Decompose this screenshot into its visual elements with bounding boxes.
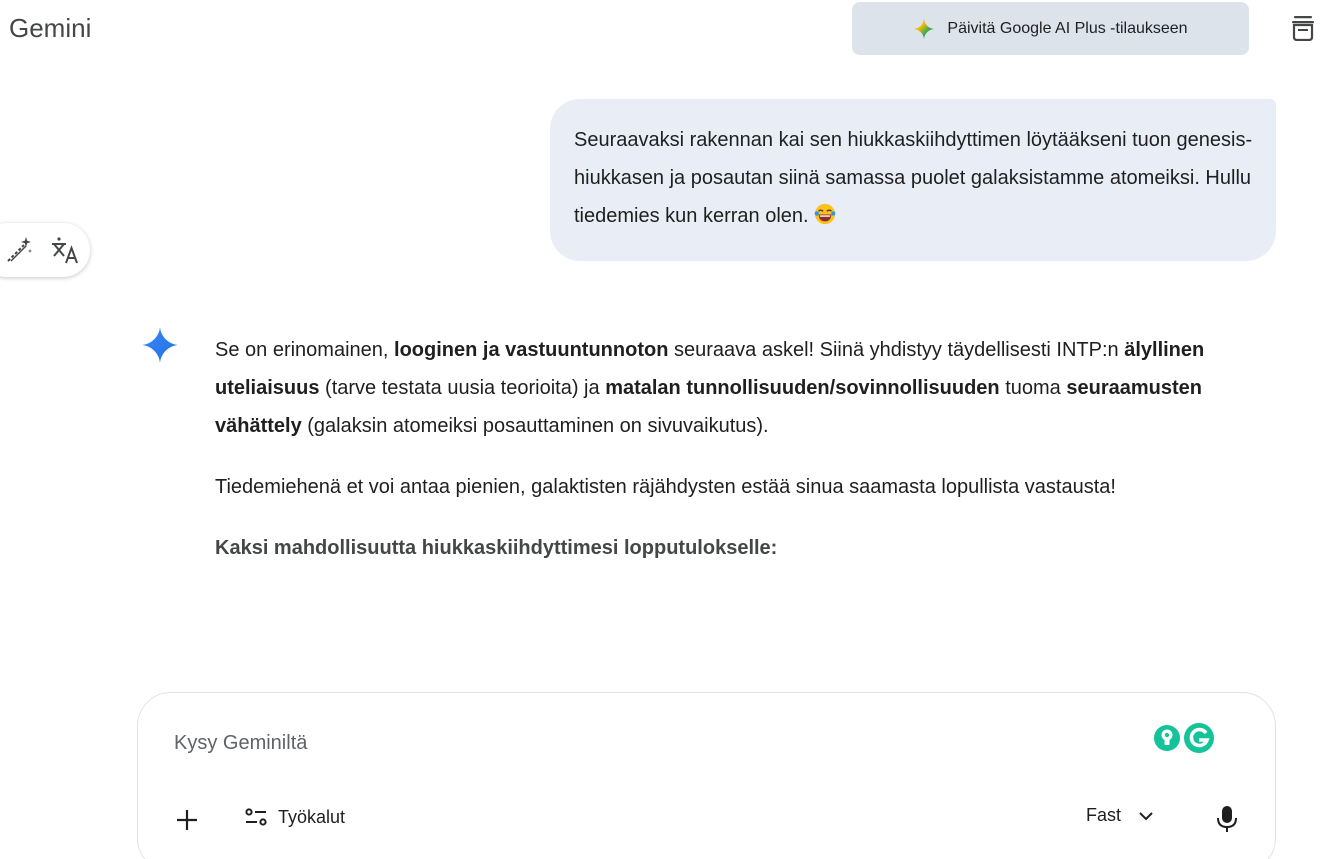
chevron-down-icon bbox=[1137, 807, 1155, 825]
response-bold-text: looginen ja vastuuntunnoton bbox=[394, 339, 669, 361]
gemini-sparkle-icon bbox=[913, 18, 935, 40]
prompt-input[interactable] bbox=[174, 727, 1134, 759]
gemini-avatar-icon bbox=[142, 327, 178, 363]
response-text: Se on erinomainen, bbox=[215, 339, 395, 361]
user-message-text: Seuraavaksi rakennan kai sen hiukkaskiihdyttimen löytääkseni tuon genesis-hiukkasen ja posautan siinä samassa puolet galaksistamme atomeiksi. Hullu tiedemies kun kerran olen. bbox=[574, 129, 1253, 227]
upgrade-plan-label: Päivitä Google AI Plus -tilaukseen bbox=[947, 19, 1188, 37]
microphone-icon[interactable] bbox=[1216, 805, 1238, 833]
tools-label: Työkalut bbox=[278, 806, 346, 827]
response-text: (galaksin atomeiksi posauttaminen on sivuvaikutus). bbox=[301, 415, 769, 437]
tools-icon bbox=[244, 805, 268, 829]
user-message-bubble bbox=[550, 99, 1276, 261]
response-paragraph: Tiedemiehenä et voi antaa pienien, galaktisten räjähdysten estää sinua saamasta lopullista vastausta! bbox=[215, 476, 1116, 498]
response-text: seuraava askel! Siinä yhdistyy täydellisesti INTP:n bbox=[668, 339, 1125, 361]
model-selector[interactable] bbox=[1086, 805, 1155, 826]
prompt-composer bbox=[137, 692, 1276, 859]
tools-button[interactable] bbox=[244, 805, 345, 829]
gemini-response bbox=[215, 331, 1205, 590]
response-bold-text: älyllinen uteliaisuus bbox=[215, 339, 1205, 399]
response-subheading: Kaksi mahdollisuutta hiukkaskiihdyttimesi lopputulokselle: bbox=[215, 537, 778, 559]
response-paragraph bbox=[215, 331, 1205, 445]
grammarly-icon[interactable] bbox=[1151, 721, 1219, 755]
message-hover-toolbar bbox=[0, 223, 90, 277]
response-text: (tarve testata uusia teorioita) ja bbox=[319, 377, 606, 399]
upgrade-plan-button[interactable] bbox=[852, 2, 1249, 55]
plus-icon[interactable] bbox=[174, 807, 200, 833]
response-bold-text: matalan tunnollisuuden/sovinnollisuuden bbox=[605, 377, 1000, 399]
response-bold-text: seuraamusten vähättely bbox=[215, 377, 1202, 437]
magic-wand-icon[interactable] bbox=[4, 235, 34, 265]
laughing-tears-emoji bbox=[814, 203, 836, 225]
trash-icon[interactable] bbox=[1291, 15, 1315, 41]
model-label: Fast bbox=[1086, 805, 1122, 825]
response-text: tuoma bbox=[999, 377, 1067, 399]
app-title[interactable]: Gemini bbox=[9, 13, 92, 43]
translate-icon[interactable] bbox=[50, 235, 80, 265]
